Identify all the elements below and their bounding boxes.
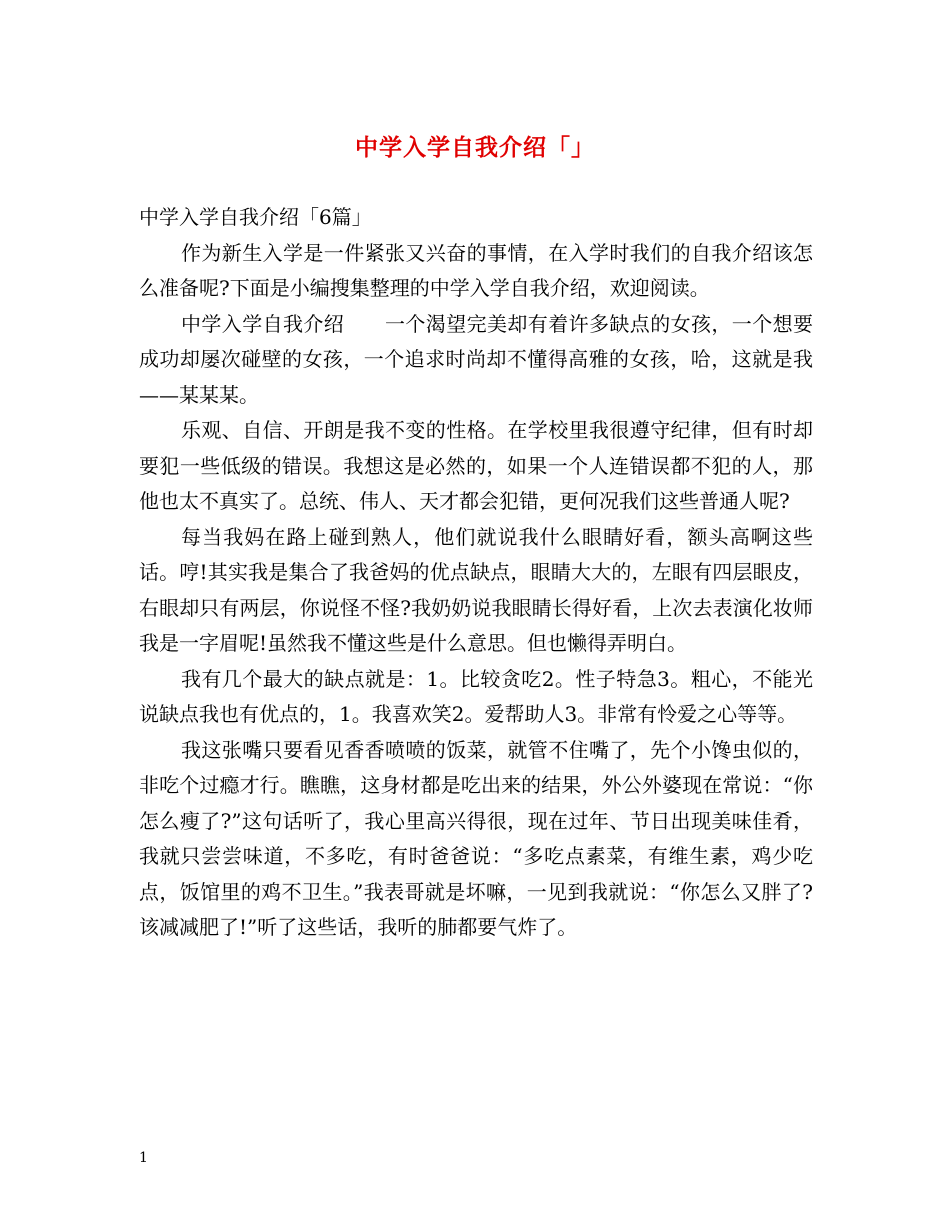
document-body — [139, 200, 813, 946]
paragraph-eating: 我这张嘴只要看见香香喷喷的饭菜，就管不住嘴了，先个小馋虫似的，非吃个过瘾才行。瞧瞧，这身材都是吃出来的结果，外公外婆现在常说：“你怎么瘦了?”这句话听了，我心里高兴得很，现在过年、节日出现美味佳肴，我就只尝尝味道，不多吃，有时爸爸说：“多吃点素菜，有维生素，鸡少吃点，饭馆里的鸡不卫生。”我表哥就是坏嘛，一见到我就说：“你怎么又胖了?该减减肥了!”听了这些话，我听的肺都要气炸了。 — [139, 737, 813, 939]
paragraph-strengths-weaknesses: 我有几个最大的缺点就是：1。比较贪吃2。性子特急3。粗心，不能光说缺点我也有优点的，1。我喜欢笑2。爱帮助人3。非常有怜爱之心等等。 — [139, 666, 813, 726]
paragraph-self-intro: 中学入学自我介绍 一个渴望完美却有着许多缺点的女孩，一个想要成功却屡次碰壁的女孩，一个追求时尚却不懂得高雅的女孩，哈，这就是我——某某某。 — [139, 311, 813, 407]
document-title: 中学入学自我介绍「」 — [355, 134, 595, 161]
paragraph-appearance: 每当我妈在路上碰到熟人，他们就说我什么眼睛好看，额头高啊这些话。哼!其实我是集合了我爸妈的优点缺点，眼睛大大的，左眼有四层眼皮，右眼却只有两层，你说怪不怪?我奶奶说我眼睛长得好看，上次去表演化妆师我是一字眉呢!虽然我不懂这些是什么意思。但也懒得弄明白。 — [139, 524, 813, 655]
page-number: 1 — [139, 1150, 148, 1166]
paragraph-intro: 作为新生入学是一件紧张又兴奋的事情，在入学时我们的自我介绍该怎么准备呢?下面是小编搜集整理的中学入学自我介绍，欢迎阅读。 — [139, 240, 813, 300]
paragraph-personality: 乐观、自信、开朗是我不变的性格。在学校里我很遵守纪律，但有时却要犯一些低级的错误。我想这是必然的，如果一个人连错误都不犯的人，那他也太不真实了。总统、伟人、天才都会犯错，更何况我们这些普通人呢? — [139, 418, 813, 513]
document-subtitle: 中学入学自我介绍「6篇」 — [139, 205, 372, 229]
